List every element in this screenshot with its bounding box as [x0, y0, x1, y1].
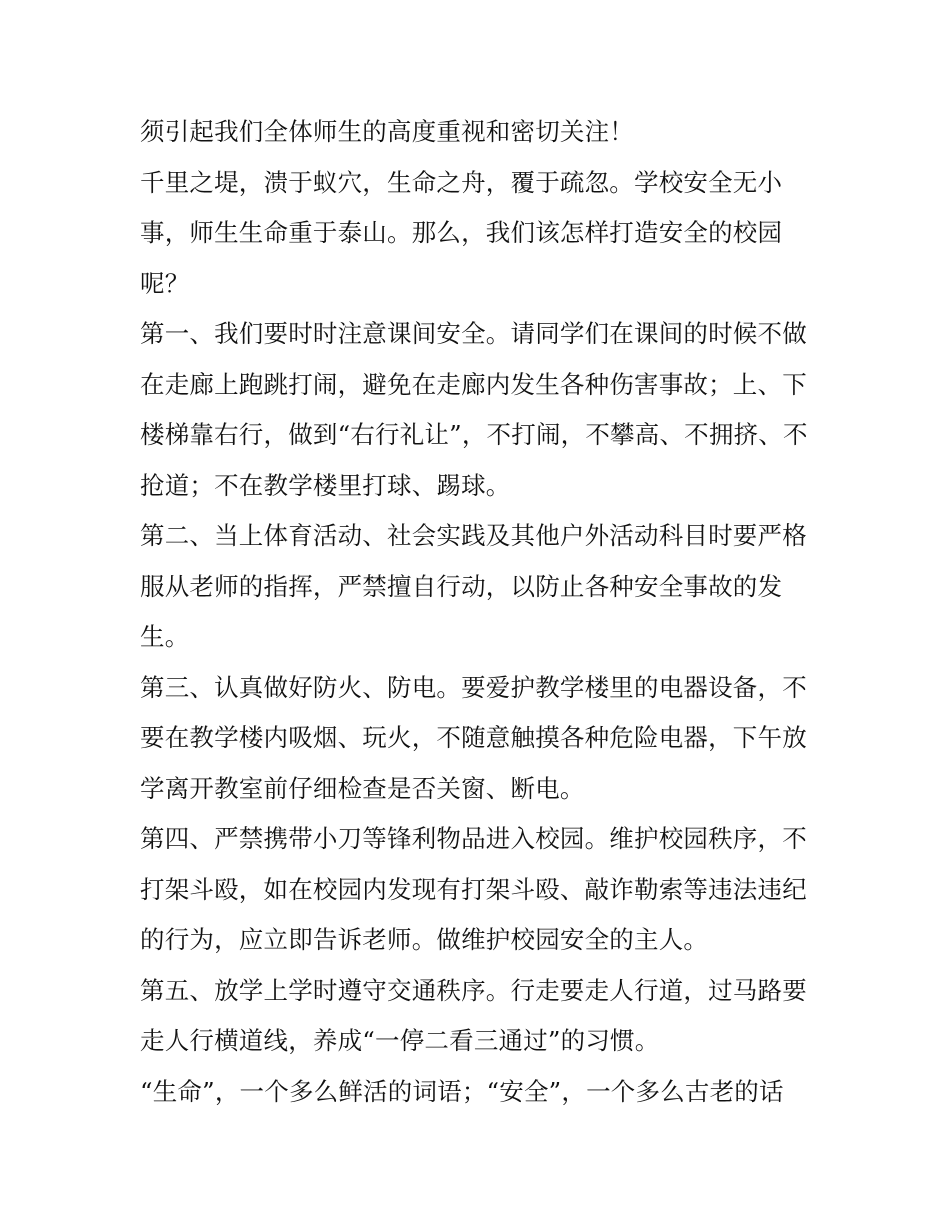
- text-line: “生命”，一个多么鲜活的词语；“安全”，一个多么古老的话: [140, 1076, 784, 1106]
- text-line: 第五、放学上学时遵守交通秩序。行走要走人行道，过马路要: [140, 975, 807, 1005]
- text-line: 第三、认真做好防火、防电。要爱护教学楼里的电器设备，不: [140, 672, 807, 702]
- text-line: 抢道；不在教学楼里打球、踢球。: [140, 470, 511, 500]
- text-line: 的行为，应立即告诉老师。做维护校园安全的主人。: [140, 925, 709, 954]
- text-line: 呢？: [140, 268, 190, 298]
- text-line: 须引起我们全体师生的高度重视和密切关注！: [140, 117, 634, 146]
- text-line: 打架斗殴，如在校园内发现有打架斗殴、敲诈勒索等违法违纪: [140, 874, 807, 904]
- text-line: 楼梯靠右行，做到“右行礼让”，不打闹，不攀高、不拥挤、不: [140, 420, 808, 449]
- text-line: 走人行横道线，养成“一停二看三通过”的习惯。: [140, 1026, 660, 1055]
- text-line: 千里之堤，溃于蚁穴，生命之舟，覆于疏忽。学校安全无小: [140, 167, 783, 197]
- text-line: 事，师生生命重于泰山。那么，我们该怎样打造安全的校园: [140, 218, 783, 247]
- text-line: 生。: [140, 622, 190, 651]
- text-line: 在走廊上跑跳打闹，避免在走廊内发生各种伤害事故；上、下: [140, 369, 807, 399]
- text-line: 要在教学楼内吸烟、玩火，不随意触摸各种危险电器，下午放: [140, 723, 807, 752]
- text-line: 学离开教室前仔细检查是否关窗、断电。: [140, 773, 585, 803]
- text-line: 第一、我们要时时注意课间安全。请同学们在课间的时候不做: [140, 319, 807, 348]
- text-line: 第二、当上体育活动、社会实践及其他户外活动科目时要严格: [140, 521, 807, 550]
- document-body: [140, 107, 820, 1117]
- text-line: 服从老师的指挥，严禁擅自行动，以防止各种安全事故的发: [140, 571, 783, 601]
- text-line: 第四、严禁携带小刀等锋利物品进入校园。维护校园秩序，不: [140, 824, 807, 853]
